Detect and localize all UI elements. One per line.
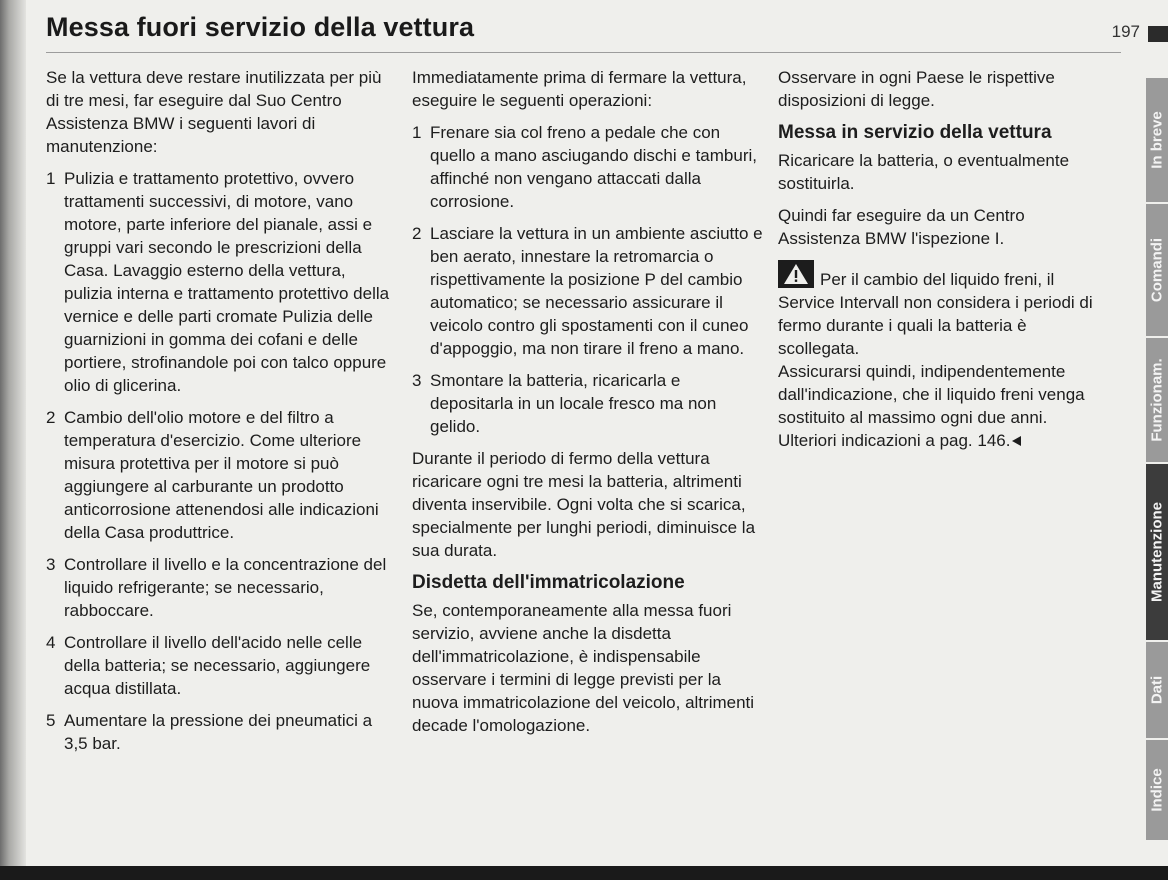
page-marker-block	[1148, 26, 1168, 42]
item-text: Aumentare la pressione dei pneumatici a 3,5 bar.	[64, 711, 373, 753]
spine-shadow	[0, 0, 26, 866]
warning-text-2: Assicurarsi quindi, indipendentemente dall'indicazione, che il liquido freni venga sostituito al massimo ogni due anni. Ulteriori indicazioni a pag. 146.	[778, 362, 1085, 450]
header-rule	[46, 52, 1121, 53]
item-text: Pulizia e trattamento protettivo, ovvero trattamenti successivi, di motore, vano motore, parte inferiore del pianale, assi e gruppi vari secondo le prescrizioni della Casa. Lavaggio esterno della vettura, pulizia interna e trattamento protettivo della vernice e delle parti cromate Pulizia delle guarnizioni in gomma dei cofani e delle portiere, strofinandole poi con talco oppure olio di glicerina.	[64, 169, 390, 395]
tab-dati[interactable]	[1146, 642, 1168, 740]
intro-paragraph: Immediatamente prima di fermare la vettura, eseguire le seguenti operazioni:	[412, 68, 747, 110]
list-item	[412, 121, 764, 213]
tab-label: Comandi	[1148, 237, 1166, 303]
shutdown-steps-list	[412, 121, 764, 438]
item-number: 1	[412, 123, 422, 142]
item-text: Lasciare la vettura in un ambiente asciutto e ben aerato, innestare la retromarcia o rispettivamente la posizione P del cambio automatico; se necessario assicurare il veicolo contro gli spostamenti con il cuneo d'appoggio, ma non tirare il freno a mano.	[430, 224, 763, 358]
list-item	[46, 406, 394, 544]
list-item	[46, 167, 394, 397]
item-number: 1	[46, 169, 56, 188]
inspection-paragraph: Quindi far eseguire da un Centro Assistenza BMW l'ispezione I.	[778, 206, 1025, 248]
item-number: 2	[412, 224, 422, 243]
tab-manutenzione[interactable]	[1146, 464, 1168, 642]
intro-paragraph: Se la vettura deve restare inutilizzata per più di tre mesi, far eseguire dal Suo Centro Assistenza BMW i seguenti lavori di manutenzione:	[46, 68, 382, 156]
section-heading-recommission: Messa in servizio della vettura	[778, 122, 1052, 143]
deregistration-paragraph: Se, contemporaneamente alla messa fuori servizio, avviene anche la disdetta dell'immatricolazione, è indispensabile osservare i termini di legge previsti per la nuova immatricolazione del veicolo, altrimenti decade l'omologazione.	[412, 601, 755, 735]
warning-text-1: Per il cambio del liquido freni, il Service Intervall non considera i periodi di fermo durante i quali la batteria è scollegata.	[778, 270, 1093, 358]
list-item	[412, 222, 764, 360]
tab-label: Funzionam.	[1148, 358, 1166, 442]
tab-label: In breve	[1148, 111, 1166, 169]
battery-paragraph: Durante il periodo di fermo della vettura ricaricare ogni tre mesi la batteria, altrimenti diventa inservibile. Ogni volta che si scarica, specialmente per lunghi periodi, diminuisce la sua durata.	[412, 449, 756, 560]
item-number: 4	[46, 633, 56, 652]
item-number: 3	[46, 555, 56, 574]
tab-in-breve[interactable]	[1146, 78, 1168, 204]
maintenance-list	[46, 167, 394, 755]
warning-note	[778, 268, 1104, 360]
tab-indice[interactable]	[1146, 740, 1168, 842]
item-number: 2	[46, 408, 56, 427]
tab-label: Manutenzione	[1148, 502, 1166, 602]
column-1	[46, 66, 394, 764]
tab-funzionam[interactable]	[1146, 338, 1168, 464]
thumb-index	[1146, 78, 1168, 842]
tab-label: Dati	[1148, 675, 1166, 705]
battery-recharge-paragraph: Ricaricare la batteria, o eventualmente sostituirla.	[778, 151, 1070, 193]
tab-comandi[interactable]	[1146, 204, 1168, 338]
warning-triangle-icon	[778, 260, 814, 288]
item-text: Controllare il livello dell'acido nelle celle della batteria; se necessario, aggiungere acqua distillata.	[64, 633, 371, 698]
column-2	[412, 66, 764, 746]
item-text: Smontare la batteria, ricaricarla e depositarla in un locale fresco ma non gelido.	[430, 371, 717, 436]
tab-label: Indice	[1148, 768, 1166, 812]
warning-continuation	[778, 360, 1104, 452]
section-heading-deregistration: Disdetta dell'immatricolazione	[412, 572, 685, 593]
list-item	[46, 553, 394, 622]
column-3	[778, 66, 1104, 461]
list-item	[412, 369, 764, 438]
item-number: 5	[46, 711, 56, 730]
item-number: 3	[412, 371, 422, 390]
item-text: Frenare sia col freno a pedale che con quello a mano asciugando dischi e tamburi, affinché non vengano attaccati dalla corrosione.	[430, 123, 757, 211]
end-of-section-icon	[1012, 436, 1021, 446]
page-title: Messa fuori servizio della vettura	[46, 12, 475, 42]
item-text: Cambio dell'olio motore e del filtro a temperatura d'esercizio. Come ulteriore misura protettiva per il motore si può aggiungere al carburante un prodotto anticorrosione attenendosi alle indicazioni della Casa produttrice.	[64, 408, 379, 542]
list-item	[46, 631, 394, 700]
law-paragraph: Osservare in ogni Paese le rispettive disposizioni di legge.	[778, 68, 1055, 110]
list-item	[46, 709, 394, 755]
item-text: Controllare il livello e la concentrazione del liquido refrigerante; se necessario, rabboccare.	[64, 555, 387, 620]
page-number: 197	[1111, 22, 1140, 41]
